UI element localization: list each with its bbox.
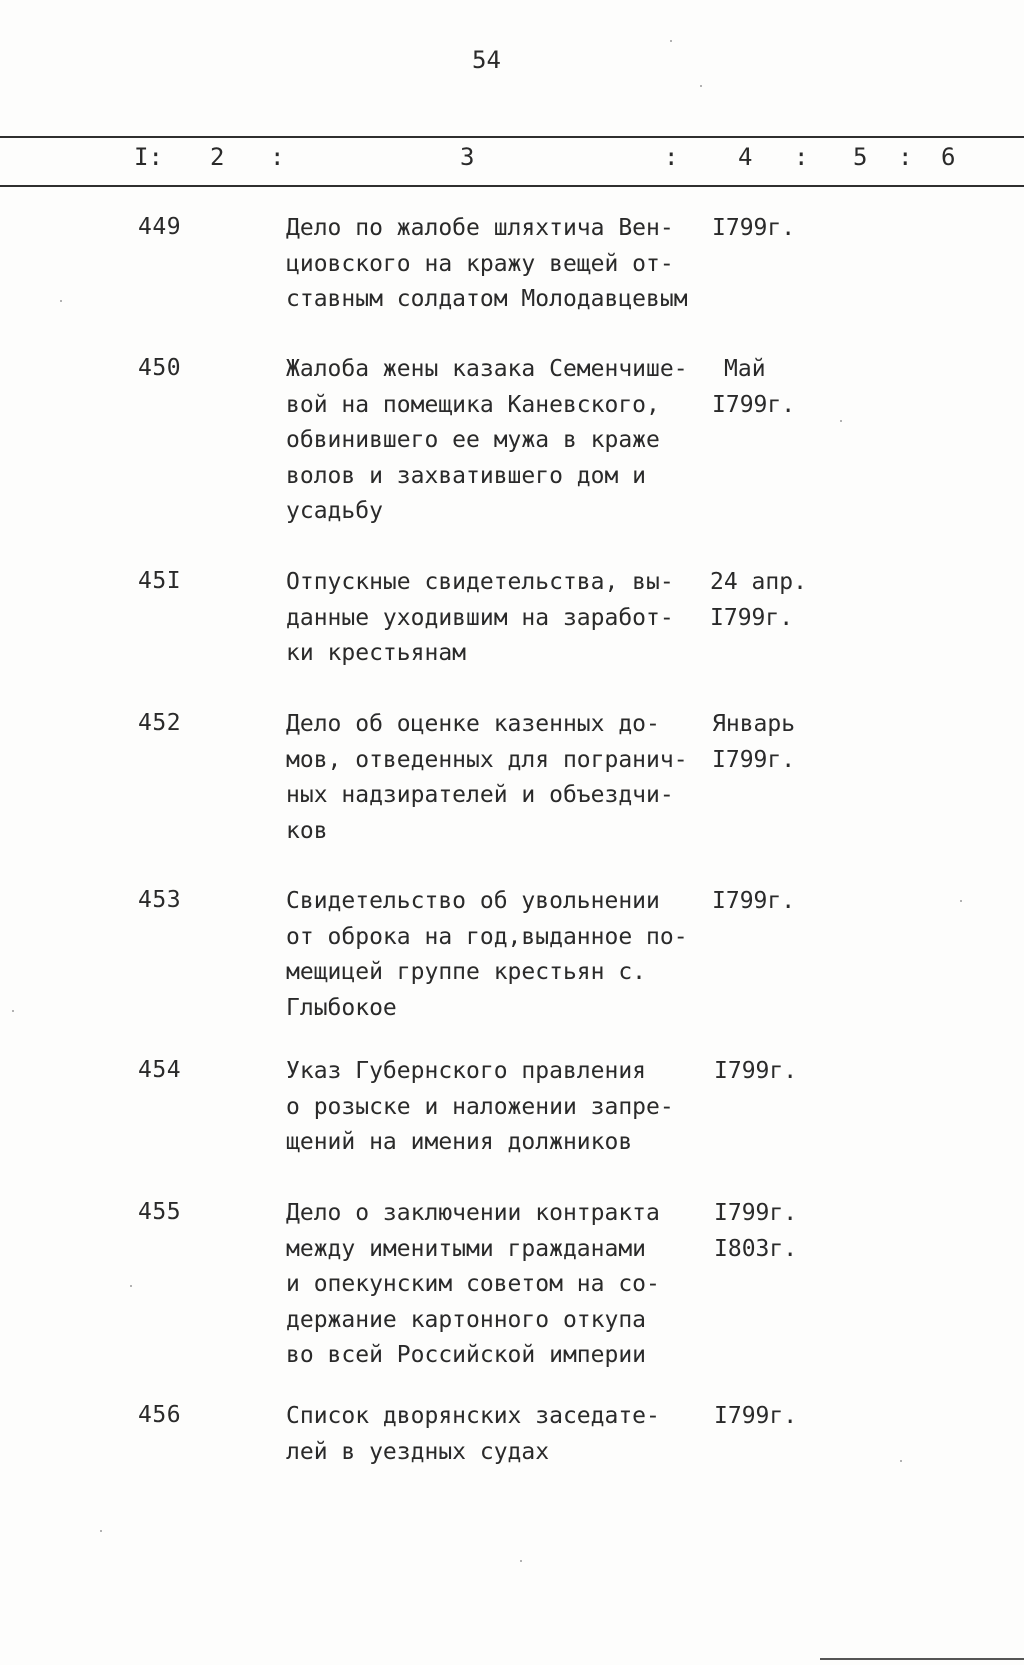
entry-description: [286, 1196, 716, 1374]
entry-description-line: ков: [286, 817, 328, 844]
scan-speck: [700, 85, 702, 87]
scan-speck: [520, 1560, 522, 1562]
column-header-5: 5: [853, 143, 868, 171]
entry-number: 450: [138, 355, 182, 381]
entry-date-line: I799г.: [712, 888, 796, 914]
entry-description: [286, 884, 716, 1026]
scan-speck: [12, 1010, 14, 1012]
entry-date-line: Январь: [712, 711, 796, 737]
column-header-2: 2: [210, 143, 225, 171]
entry-description-line: лей в уездных судах: [286, 1438, 550, 1465]
entry-number: 452: [138, 710, 182, 736]
entry-description-line: ставным солдатом Молодавцевым: [286, 286, 688, 312]
entry-date: [710, 565, 807, 636]
entry-date-line: I799г.: [714, 1200, 798, 1226]
entry-date-line: Май: [724, 356, 766, 382]
scan-speck: [130, 1285, 132, 1287]
entry-date: [712, 211, 795, 247]
column-separator: :: [270, 143, 285, 171]
entry-description-line: усадьбу: [286, 498, 383, 524]
entry-description-line: Список дворянских заседате-: [286, 1403, 660, 1429]
entry-description-line: мещицей группе крестьян с.: [286, 959, 647, 985]
column-header-3: 3: [460, 143, 475, 171]
entry-date-line: 24 апр.: [710, 569, 807, 595]
entry-description-line: щений на имения должников: [286, 1129, 633, 1155]
scan-speck: [670, 40, 672, 42]
entry-date: [712, 884, 795, 920]
scan-speck: [60, 300, 62, 302]
entry-description: [286, 1054, 716, 1161]
entry-date-line: I799г.: [712, 391, 796, 418]
page-number: 54: [472, 46, 501, 74]
scan-speck: [960, 900, 962, 902]
entry-description-line: Дело об оценке казенных до-: [286, 711, 660, 737]
entry-description-line: держание картонного откупа: [286, 1306, 647, 1333]
entry-date: [714, 1196, 797, 1267]
entry-date: [714, 1054, 797, 1090]
entry-description-line: Глыбокое: [286, 994, 397, 1021]
entry-number: 456: [138, 1402, 182, 1428]
entry-number: 454: [138, 1057, 182, 1083]
column-header-1: I:: [134, 143, 163, 171]
entry-number: 45I: [138, 568, 182, 594]
entry-description: [286, 1399, 716, 1470]
column-separator: :: [898, 143, 913, 171]
page-edge-line: [820, 1658, 1024, 1660]
entry-description-line: ных надзирателей и объездчи-: [286, 782, 674, 808]
entry-description-line: во всей Российской империи: [286, 1342, 647, 1368]
entry-description: [286, 565, 716, 672]
entry-description-line: Отпускные свидетельства, вы-: [286, 569, 674, 595]
entry-description-line: ки крестьянам: [286, 640, 467, 666]
entry-date: [714, 1399, 797, 1435]
entry-date-line: I799г.: [714, 1403, 798, 1429]
entry-description-line: Указ Губернского правления: [286, 1058, 647, 1084]
entry-number: 449: [138, 214, 182, 240]
entry-description: [286, 707, 716, 849]
entry-description-line: Жалоба жены казака Семенчише-: [286, 356, 688, 382]
entry-description: [286, 352, 716, 530]
scan-speck: [100, 1530, 102, 1532]
entry-description-line: обвинившего ее мужа в краже: [286, 427, 660, 453]
entry-date-line: I799г.: [710, 604, 794, 631]
entry-number: 453: [138, 887, 182, 913]
header-bottom-rule: [0, 185, 1024, 187]
entry-date-line: I799г.: [714, 1058, 798, 1084]
entry-description-line: от оброка на год,выданное по-: [286, 923, 688, 950]
entry-description-line: мов, отведенных для погранич-: [286, 746, 688, 773]
entry-date-line: I803г.: [714, 1235, 798, 1262]
entry-description-line: Дело о заключении контракта: [286, 1200, 660, 1226]
entry-description-line: циовского на кражу вещей от-: [286, 250, 674, 277]
entry-description-line: Дело по жалобе шляхтича Вен-: [286, 215, 674, 241]
entry-description-line: волов и захватившего дом и: [286, 462, 647, 489]
entry-date: [712, 707, 795, 778]
entry-date-line: I799г.: [712, 746, 796, 773]
entry-description-line: вой на помещика Каневского,: [286, 391, 660, 418]
entry-description: [286, 211, 716, 318]
scan-speck: [900, 1460, 902, 1462]
entry-description-line: Свидетельство об увольнении: [286, 888, 660, 914]
entry-date: [712, 352, 796, 423]
scan-speck: [840, 420, 842, 422]
entry-description-line: между именитыми гражданами: [286, 1235, 647, 1262]
column-header-6: 6: [941, 143, 956, 171]
column-header-4: 4: [738, 143, 753, 171]
column-separator: :: [794, 143, 809, 171]
header-top-rule: [0, 136, 1024, 138]
column-separator: :: [664, 143, 679, 171]
entry-number: 455: [138, 1199, 182, 1225]
entry-description-line: данные уходившим на заработ-: [286, 604, 674, 631]
entry-date-line: I799г.: [712, 215, 796, 241]
entry-description-line: о розыске и наложении запре-: [286, 1093, 674, 1120]
entry-description-line: и опекунским советом на со-: [286, 1271, 660, 1297]
